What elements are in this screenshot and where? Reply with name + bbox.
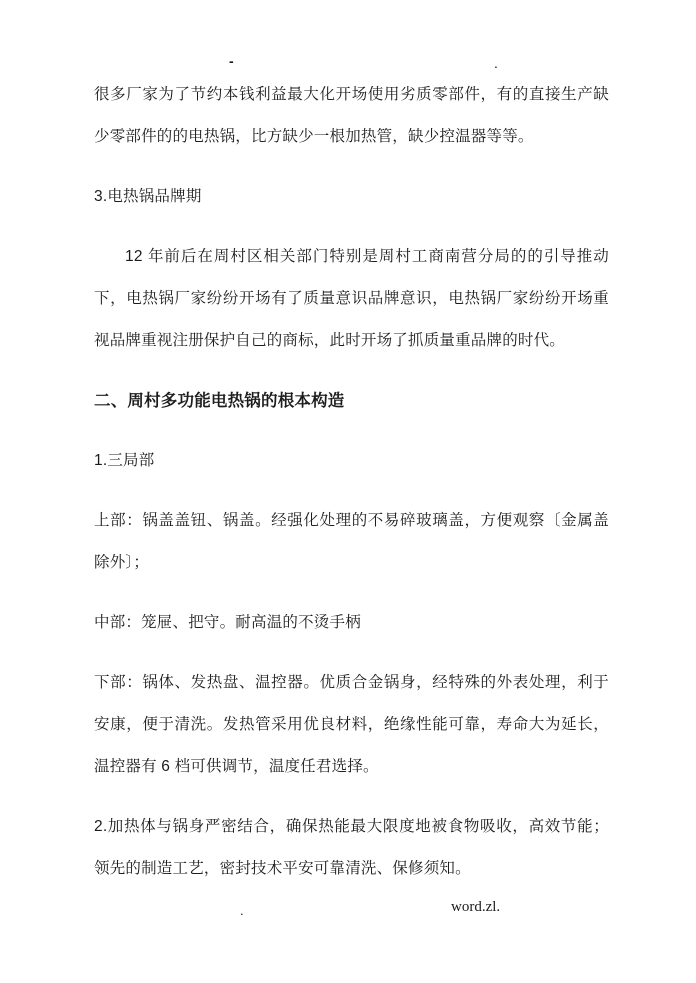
paragraph-lower-part: 下部：锅体、发热盘、温控器。优质合金锅身，经特殊的外表处理，利于安康，便于清洗。发热管采用优良材料，绝缘性能可靠，寿命大为延长，温控器有 6 档可供调节，温度任君选择。 bbox=[94, 674, 609, 775]
paragraph-upper-part: 上部：锅盖盖钮、锅盖。经强化处理的不易碎玻璃盖，方便观察〔金属盖除外〕； bbox=[94, 512, 609, 571]
subheading-three-parts: 1.三局部 bbox=[94, 452, 155, 469]
footer-dot-mark: . bbox=[240, 903, 244, 918]
paragraph-defective-parts: 很多厂家为了节约本钱利益最大化开场使用劣质零部件，有的直接生产缺少零部件的的电热锅，比方缺少一根加热管，缺少控温器等等。 bbox=[94, 86, 609, 145]
section-heading-structure: 二、周村多功能电热锅的根本构造 bbox=[94, 392, 345, 410]
paragraph-heating-body: 2.加热体与锅身严密结合，确保热能最大限度地被食物吸收，高效节能；领先的制造工艺，密封技术平安可靠清洗、保修须知。 bbox=[94, 818, 609, 877]
subheading-brand-period: 3.电热锅品牌期 bbox=[94, 188, 202, 205]
header-dot-mark: . bbox=[494, 55, 498, 71]
paragraph-middle-part: 中部：笼屉、把守。耐高温的不烫手柄 bbox=[94, 614, 361, 631]
document-body bbox=[94, 74, 609, 908]
paragraph-brand-era: 12 年前后在周村区相关部门特别是周村工商南营分局的的引导推动下，电热锅厂家纷纷开场有了质量意识品牌意识，电热锅厂家纷纷开场重视品牌重视注册保护自己的商标，此时开场了抓质量重品牌的时代。 bbox=[94, 248, 609, 349]
header-dash-mark: - bbox=[229, 53, 234, 69]
watermark-text: word.zl. bbox=[451, 899, 501, 915]
